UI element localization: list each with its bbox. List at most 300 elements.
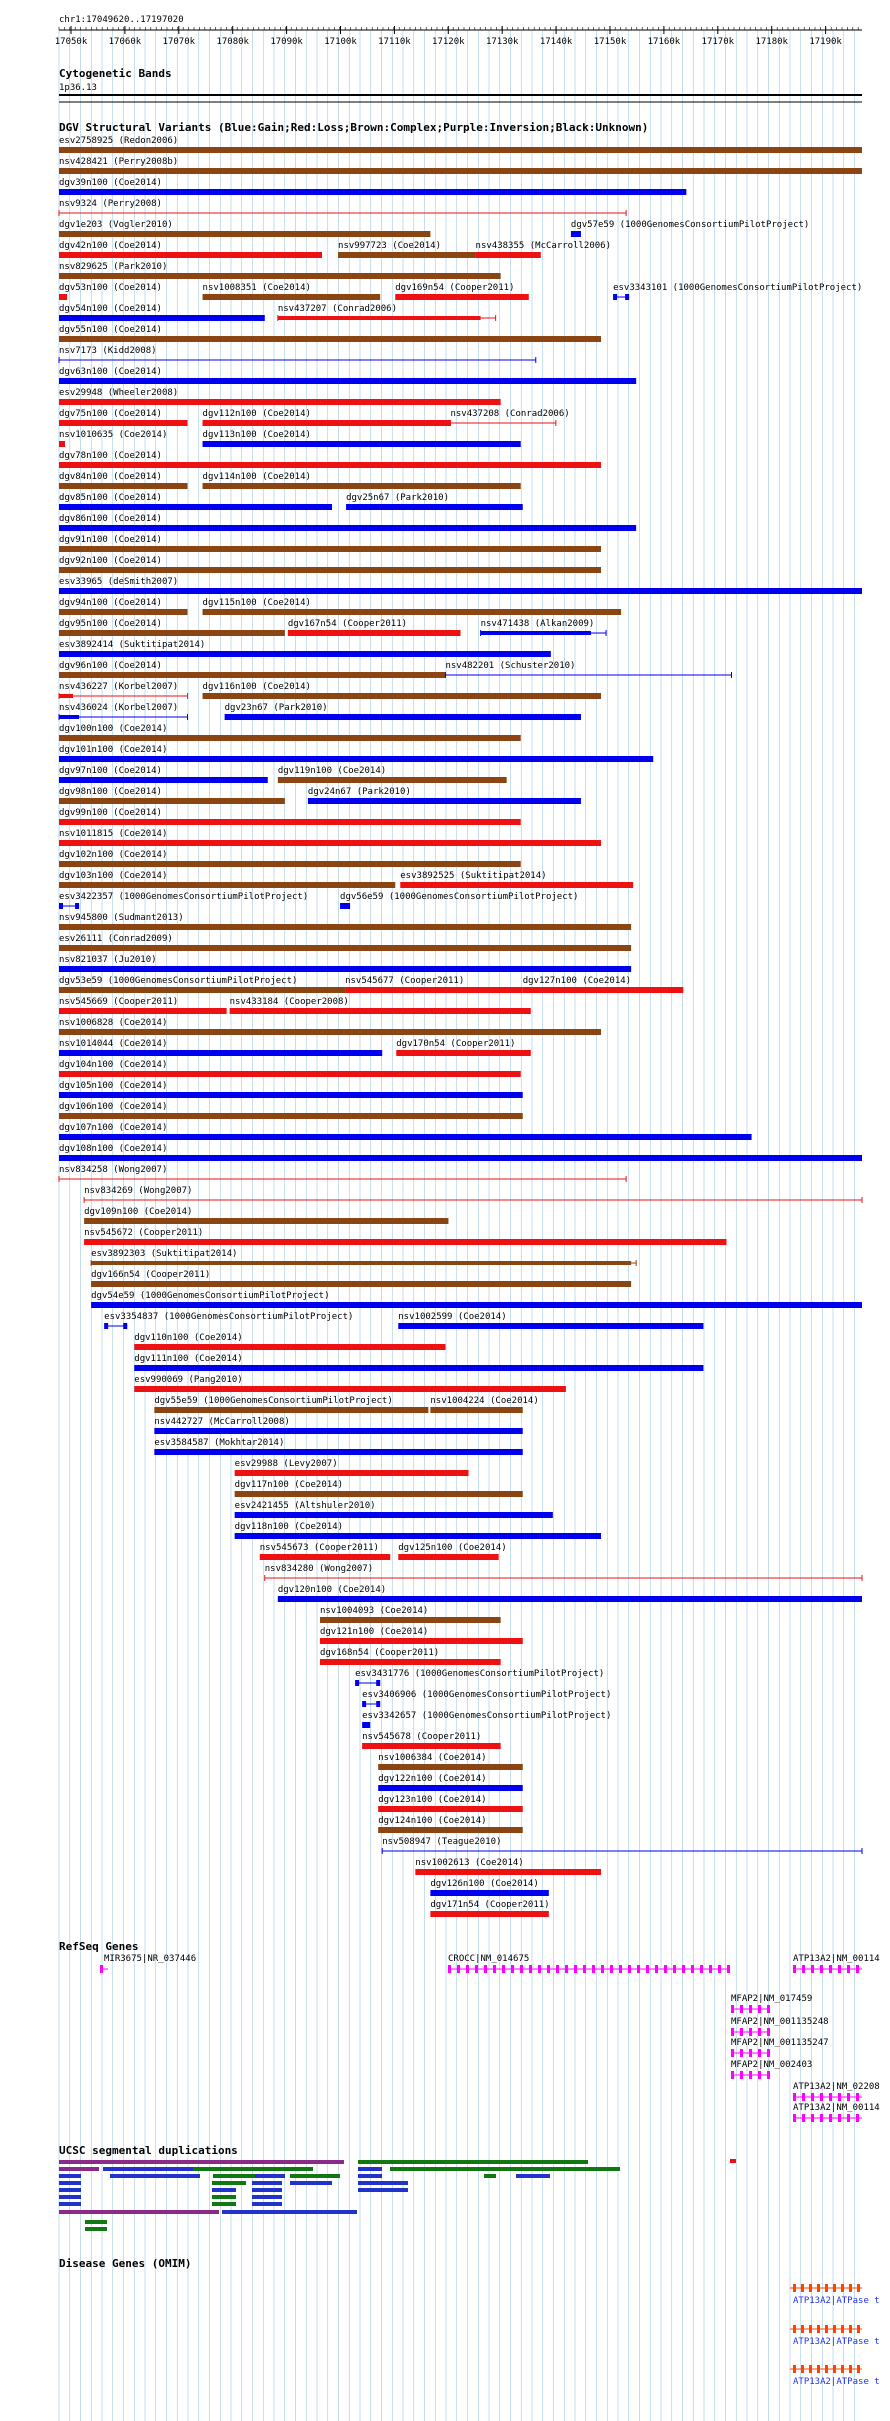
omim-exon[interactable] [817, 2284, 820, 2292]
sv-feature-bar[interactable] [346, 504, 523, 510]
sv-feature-bar[interactable] [59, 252, 322, 258]
gene-exon[interactable] [682, 1965, 685, 1973]
sv-feature-bar[interactable] [59, 1155, 862, 1161]
sv-label: dgv84n100 (Coe2014) [59, 472, 162, 482]
sv-feature-bar[interactable] [59, 147, 862, 153]
sv-feature-block[interactable] [75, 903, 79, 909]
sv-feature-bar[interactable] [430, 1890, 548, 1896]
gene-exon[interactable] [691, 1965, 694, 1973]
gene-exon[interactable] [511, 1965, 514, 1973]
omim-label[interactable]: ATP13A2|ATPase t [793, 2337, 880, 2347]
gene-exon[interactable] [610, 1965, 613, 1973]
sv-feature-bar[interactable] [400, 882, 633, 888]
sv-feature-bar[interactable] [154, 1428, 522, 1434]
sv-feature-bar[interactable] [59, 840, 601, 846]
gene-exon[interactable] [856, 2093, 859, 2101]
sv-feature-bar[interactable] [59, 294, 67, 300]
omim-track [59, 2257, 880, 2387]
sv-feature-segment[interactable] [278, 316, 481, 320]
sv-label: dgv127n100 (Coe2014) [522, 976, 632, 986]
segdup-block[interactable] [212, 2202, 236, 2206]
sv-feature-bar[interactable] [59, 399, 501, 405]
sv-feature-bar[interactable] [59, 588, 862, 594]
sv-feature-bar[interactable] [134, 1365, 703, 1371]
sv-feature-bar[interactable] [59, 504, 332, 510]
gene-exon[interactable] [731, 2005, 734, 2013]
sv-feature-bar[interactable] [203, 483, 521, 489]
gene-exon[interactable] [740, 2049, 743, 2057]
sv-label: nsv1006384 (Coe2014) [378, 1753, 487, 1763]
omim-label[interactable]: ATP13A2|ATPase t [793, 2377, 880, 2387]
segdup-title: UCSC segmental duplications [59, 2144, 238, 2157]
sv-feature-bar[interactable] [59, 315, 265, 321]
sv-feature-bar[interactable] [59, 966, 631, 972]
sv-feature-block[interactable] [625, 294, 629, 300]
sv-feature-bar[interactable] [225, 714, 581, 720]
sv-label: nsv7173 (Kidd2008) [59, 346, 157, 356]
gene-exon[interactable] [838, 2093, 841, 2101]
omim-exon[interactable] [857, 2325, 860, 2333]
segdup-track [59, 2144, 736, 2231]
gene-exon[interactable] [655, 1965, 658, 1973]
gene-exon[interactable] [793, 2114, 796, 2122]
sv-feature-bar[interactable] [59, 1134, 752, 1140]
sv-feature-bar[interactable] [59, 735, 521, 741]
sv-feature-bar[interactable] [230, 1008, 531, 1014]
gene-label: CROCC|NM_014675 [448, 1954, 530, 1964]
sv-feature-bar[interactable] [278, 777, 507, 783]
sv-feature-bar[interactable] [278, 1596, 862, 1602]
sv-feature-bar[interactable] [320, 1617, 501, 1623]
sv-feature-bar[interactable] [378, 1806, 523, 1812]
gene-exon[interactable] [758, 2028, 761, 2036]
sv-feature-bar[interactable] [154, 1449, 522, 1455]
gene-exon[interactable] [731, 2028, 734, 2036]
gene-exon[interactable] [749, 2005, 752, 2013]
gene-exon[interactable] [484, 1965, 487, 1973]
sv-label: dgv63n100 (Coe2014) [59, 367, 162, 377]
gene-exon[interactable] [749, 2028, 752, 2036]
sv-feature-bar[interactable] [59, 609, 187, 615]
sv-feature-bar[interactable] [59, 525, 636, 531]
segdup-block[interactable] [85, 2227, 107, 2231]
sv-feature-bar[interactable] [59, 483, 187, 489]
segdup-block[interactable] [358, 2181, 408, 2185]
sv-feature-bar[interactable] [134, 1386, 566, 1392]
sv-feature-bar[interactable] [84, 1218, 448, 1224]
sv-feature-segment[interactable] [481, 631, 591, 635]
segdup-block[interactable] [59, 2195, 81, 2199]
gene-exon[interactable] [583, 1965, 586, 1973]
sv-feature-block[interactable] [59, 903, 63, 909]
gene-exon[interactable] [829, 2114, 832, 2122]
gene-exon[interactable] [592, 1965, 595, 1973]
sv-feature-bar[interactable] [91, 1302, 862, 1308]
dgv-track [59, 121, 862, 1917]
omim-exon[interactable] [841, 2325, 844, 2333]
sv-feature-bar[interactable] [260, 1554, 390, 1560]
segdup-block[interactable] [110, 2174, 200, 2178]
gene-exon[interactable] [466, 1965, 469, 1973]
segdup-block[interactable] [290, 2181, 332, 2185]
segdup-block[interactable] [59, 2210, 219, 2214]
gene-exon[interactable] [565, 1965, 568, 1973]
sv-feature-bar[interactable] [203, 609, 622, 615]
gene-exon[interactable] [767, 2005, 770, 2013]
sv-feature-bar[interactable] [378, 1785, 523, 1791]
gene-exon[interactable] [740, 2071, 743, 2079]
omim-exon[interactable] [801, 2284, 804, 2292]
sv-feature-bar[interactable] [59, 462, 601, 468]
sv-feature-bar[interactable] [362, 1743, 501, 1749]
gene-exon[interactable] [475, 1965, 478, 1973]
gene-exon[interactable] [820, 1965, 823, 1973]
sv-feature-bar[interactable] [571, 231, 581, 237]
gene-exon[interactable] [619, 1965, 622, 1973]
segdup-block[interactable] [59, 2188, 81, 2192]
segdup-block[interactable] [193, 2167, 313, 2171]
gene-exon[interactable] [820, 2093, 823, 2101]
gene-exon[interactable] [637, 1965, 640, 1973]
gene-exon[interactable] [838, 2114, 841, 2122]
segdup-block[interactable] [252, 2181, 282, 2185]
sv-label: dgv167n54 (Cooper2011) [287, 619, 408, 629]
gene-exon[interactable] [520, 1965, 523, 1973]
sv-label: dgv170n54 (Cooper2011) [396, 1039, 516, 1049]
segdup-block[interactable] [358, 2167, 382, 2171]
sv-label: dgv107n100 (Coe2014) [59, 1123, 168, 1133]
sv-feature-bar[interactable] [59, 1050, 382, 1056]
omim-exon[interactable] [841, 2365, 844, 2373]
sv-feature-block[interactable] [376, 1701, 380, 1707]
sv-feature-block[interactable] [376, 1680, 380, 1686]
gene-exon[interactable] [448, 1965, 451, 1973]
gene-exon[interactable] [829, 1965, 832, 1973]
segdup-block[interactable] [59, 2174, 81, 2178]
sv-feature-bar[interactable] [59, 567, 601, 573]
ruler-tick-label: 17060k [108, 37, 142, 47]
sv-feature-bar[interactable] [59, 336, 601, 342]
segdup-block[interactable] [59, 2202, 81, 2206]
omim-exon[interactable] [793, 2365, 796, 2373]
sv-feature-bar[interactable] [288, 630, 461, 636]
sv-label: dgv124n100 (Coe2014) [378, 1816, 487, 1826]
gene-exon[interactable] [838, 1965, 841, 1973]
gene-exon[interactable] [100, 1965, 103, 1973]
gene-exon[interactable] [574, 1965, 577, 1973]
gene-exon[interactable] [628, 1965, 631, 1973]
segdup-block[interactable] [212, 2195, 236, 2199]
gene-exon[interactable] [749, 2049, 752, 2057]
gene-exon[interactable] [673, 1965, 676, 1973]
omim-exon[interactable] [817, 2365, 820, 2373]
sv-label: esv3422357 (1000GenomesConsortiumPilotProject) [59, 892, 309, 902]
segdup-block[interactable] [59, 2167, 99, 2171]
sv-label: dgv169n54 (Cooper2011) [395, 283, 515, 293]
sv-label: dgv97n100 (Coe2014) [59, 766, 162, 776]
sv-label: nsv834258 (Wong2007) [59, 1165, 168, 1175]
sv-label: nsv433184 (Cooper2008) [229, 997, 349, 1007]
segdup-block[interactable] [290, 2174, 340, 2178]
gene-exon[interactable] [793, 2093, 796, 2101]
cytoband-bar[interactable] [59, 94, 862, 96]
sv-feature-segment[interactable] [59, 694, 73, 698]
cytoband-label: 1p36.13 [59, 83, 97, 93]
omim-exon[interactable] [841, 2284, 844, 2292]
sv-feature-block[interactable] [613, 294, 617, 300]
sv-feature-bar[interactable] [91, 1281, 631, 1287]
gene-exon[interactable] [802, 2114, 805, 2122]
sv-feature-bar[interactable] [59, 1113, 523, 1119]
ruler-tick-label: 17110k [378, 37, 411, 47]
gene-exon[interactable] [856, 2114, 859, 2122]
omim-exon[interactable] [825, 2365, 828, 2373]
omim-exon[interactable] [801, 2365, 804, 2373]
omim-exon[interactable] [825, 2284, 828, 2292]
segdup-block[interactable] [358, 2160, 588, 2164]
sv-feature-bar[interactable] [338, 252, 476, 258]
sv-feature-bar[interactable] [345, 987, 523, 993]
sv-feature-bar[interactable] [59, 798, 285, 804]
sv-label: dgv23n67 (Park2010) [224, 703, 328, 713]
sv-feature-bar[interactable] [59, 630, 285, 636]
sv-feature-bar[interactable] [59, 441, 65, 447]
sv-label: nsv437207 (Conrad2006) [277, 304, 398, 314]
gene-exon[interactable] [811, 2114, 814, 2122]
gene-exon[interactable] [793, 1965, 796, 1973]
sv-feature-bar[interactable] [59, 651, 551, 657]
sv-label: dgv122n100 (Coe2014) [378, 1774, 487, 1784]
gene-exon[interactable] [802, 1965, 805, 1973]
gene-exon[interactable] [758, 2071, 761, 2079]
segdup-block[interactable] [59, 2181, 81, 2185]
segdup-block[interactable] [212, 2188, 236, 2192]
omim-exon[interactable] [809, 2284, 812, 2292]
sv-feature-bar[interactable] [362, 1722, 370, 1728]
sv-feature-bar[interactable] [59, 882, 395, 888]
omim-exon[interactable] [793, 2284, 796, 2292]
gene-exon[interactable] [767, 2071, 770, 2079]
sv-feature-bar[interactable] [59, 378, 636, 384]
sv-feature-bar[interactable] [415, 1869, 601, 1875]
omim-exon[interactable] [849, 2365, 852, 2373]
sv-feature-bar[interactable] [430, 1407, 522, 1413]
omim-exon[interactable] [809, 2325, 812, 2333]
sv-feature-bar[interactable] [203, 294, 381, 300]
sv-feature-bar[interactable] [59, 1071, 521, 1077]
sv-feature-bar[interactable] [523, 987, 684, 993]
sv-feature-bar[interactable] [203, 441, 521, 447]
ruler-tick-label: 17100k [324, 37, 357, 47]
sv-feature-bar[interactable] [235, 1470, 469, 1476]
gene-exon[interactable] [749, 2071, 752, 2079]
gene-exon[interactable] [718, 1965, 721, 1973]
sv-label: esv3343101 (1000GenomesConsortiumPilotProject) [613, 283, 863, 293]
sv-feature-bar[interactable] [398, 1554, 498, 1560]
sv-feature-bar[interactable] [235, 1491, 523, 1497]
gene-exon[interactable] [727, 1965, 730, 1973]
sv-feature-block[interactable] [104, 1323, 108, 1329]
sv-feature-bar[interactable] [59, 924, 631, 930]
omim-exon[interactable] [793, 2325, 796, 2333]
gene-exon[interactable] [767, 2049, 770, 2057]
sv-feature-bar[interactable] [59, 231, 430, 237]
gene-exon[interactable] [731, 2049, 734, 2057]
gene-exon[interactable] [820, 2114, 823, 2122]
omim-label[interactable]: ATP13A2|ATPase t [793, 2296, 880, 2306]
gene-exon[interactable] [740, 2028, 743, 2036]
segdup-block[interactable] [59, 2160, 344, 2164]
gene-exon[interactable] [829, 2093, 832, 2101]
sv-feature-bar[interactable] [203, 420, 451, 426]
sv-label: dgv98n100 (Coe2014) [59, 787, 162, 797]
sv-feature-bar[interactable] [59, 861, 521, 867]
sv-feature-bar[interactable] [308, 798, 581, 804]
sv-label: dgv126n100 (Coe2014) [430, 1879, 539, 1889]
sv-feature-block[interactable] [362, 1701, 366, 1707]
gene-exon[interactable] [758, 2005, 761, 2013]
segdup-block[interactable] [222, 2210, 357, 2214]
omim-exon[interactable] [857, 2284, 860, 2292]
gene-exon[interactable] [740, 2005, 743, 2013]
segdup-block[interactable] [358, 2188, 408, 2192]
segdup-block[interactable] [358, 2174, 382, 2178]
sv-label: dgv102n100 (Coe2014) [59, 850, 168, 860]
sv-feature-bar[interactable] [235, 1512, 553, 1518]
gene-exon[interactable] [856, 1965, 859, 1973]
gene-exon[interactable] [709, 1965, 712, 1973]
segdup-features [59, 2159, 736, 2231]
segdup-block[interactable] [484, 2174, 496, 2178]
sv-feature-bar[interactable] [340, 903, 350, 909]
sv-feature-bar[interactable] [430, 1911, 548, 1917]
gene-exon[interactable] [811, 2093, 814, 2101]
gene-exon[interactable] [700, 1965, 703, 1973]
segdup-block[interactable] [212, 2181, 246, 2185]
sv-feature-block[interactable] [355, 1680, 359, 1686]
gene-exon[interactable] [493, 1965, 496, 1973]
sv-feature-bar[interactable] [84, 1239, 726, 1245]
segdup-block[interactable] [516, 2174, 550, 2178]
omim-exon[interactable] [849, 2284, 852, 2292]
sv-feature-bar[interactable] [59, 168, 862, 174]
segdup-block[interactable] [252, 2202, 282, 2206]
gene-exon[interactable] [767, 2028, 770, 2036]
omim-exon[interactable] [833, 2365, 836, 2373]
omim-exon[interactable] [825, 2325, 828, 2333]
sv-label: nsv1011815 (Coe2014) [59, 829, 168, 839]
sv-feature-block[interactable] [123, 1323, 127, 1329]
sv-feature-bar[interactable] [398, 1323, 703, 1329]
sv-label: dgv104n100 (Coe2014) [59, 1060, 168, 1070]
sv-label: nsv545673 (Cooper2011) [259, 1543, 379, 1553]
gene-exon[interactable] [538, 1965, 541, 1973]
sv-feature-bar[interactable] [154, 1407, 428, 1413]
gene-exon[interactable] [547, 1965, 550, 1973]
sv-feature-bar[interactable] [235, 1533, 601, 1539]
gene-exon[interactable] [556, 1965, 559, 1973]
sv-feature-segment[interactable] [59, 715, 79, 719]
sv-label: dgv86n100 (Coe2014) [59, 514, 162, 524]
sv-feature-bar[interactable] [59, 777, 268, 783]
gene-exon[interactable] [646, 1965, 649, 1973]
sv-label: nsv438355 (McCarroll2006) [475, 241, 612, 251]
sv-feature-bar[interactable] [59, 945, 631, 951]
sv-feature-bar[interactable] [59, 189, 686, 195]
sv-feature-bar[interactable] [59, 1008, 227, 1014]
sv-feature-bar[interactable] [396, 1050, 531, 1056]
sv-label: dgv57e59 (1000GenomesConsortiumPilotProject) [570, 220, 810, 230]
sv-feature-bar[interactable] [320, 1638, 523, 1644]
omim-exon[interactable] [809, 2365, 812, 2373]
sv-feature-bar[interactable] [59, 819, 521, 825]
sv-feature-bar[interactable] [59, 672, 445, 678]
gene-exon[interactable] [847, 2114, 850, 2122]
segdup-block[interactable] [252, 2188, 282, 2192]
omim-exon[interactable] [833, 2325, 836, 2333]
ruler-tick-label: 17070k [162, 37, 196, 47]
segdup-block[interactable] [730, 2159, 736, 2163]
sv-feature-bar[interactable] [59, 987, 345, 993]
sv-label: dgv53n100 (Coe2014) [59, 283, 162, 293]
gene-exon[interactable] [664, 1965, 667, 1973]
sv-feature-bar[interactable] [59, 756, 653, 762]
segdup-block[interactable] [252, 2195, 282, 2199]
sv-feature-bar[interactable] [134, 1344, 445, 1350]
omim-exon[interactable] [817, 2325, 820, 2333]
sv-feature-segment[interactable] [91, 1261, 631, 1265]
sv-feature-bar[interactable] [378, 1764, 523, 1770]
sv-label: dgv96n100 (Coe2014) [59, 661, 162, 671]
gene-exon[interactable] [811, 1965, 814, 1973]
sv-label: nsv1014044 (Coe2014) [59, 1039, 168, 1049]
omim-exon[interactable] [849, 2325, 852, 2333]
segdup-block[interactable] [85, 2220, 107, 2224]
sv-feature-bar[interactable] [320, 1659, 501, 1665]
gene-exon[interactable] [758, 2049, 761, 2057]
sv-label: esv26111 (Conrad2009) [59, 934, 173, 944]
sv-label: nsv545672 (Cooper2011) [84, 1228, 204, 1238]
segdup-block[interactable] [255, 2174, 285, 2178]
gene-exon[interactable] [847, 1965, 850, 1973]
gene-exon[interactable] [731, 2071, 734, 2079]
sv-feature-bar[interactable] [59, 420, 187, 426]
sv-feature-bar[interactable] [59, 546, 601, 552]
sv-feature-bar[interactable] [203, 693, 601, 699]
cytoband-track [59, 67, 862, 102]
segdup-block[interactable] [103, 2167, 193, 2171]
sv-feature-bar[interactable] [59, 1029, 601, 1035]
segdup-block[interactable] [390, 2167, 620, 2171]
omim-exon[interactable] [801, 2325, 804, 2333]
gene-exon[interactable] [502, 1965, 505, 1973]
sv-feature-bar[interactable] [59, 1092, 523, 1098]
sv-feature-bar[interactable] [476, 252, 541, 258]
gene-exon[interactable] [529, 1965, 532, 1973]
sv-feature-bar[interactable] [395, 294, 528, 300]
sv-label: nsv1008351 (Coe2014) [202, 283, 311, 293]
omim-exon[interactable] [857, 2365, 860, 2373]
gene-exon[interactable] [847, 2093, 850, 2101]
omim-exon[interactable] [833, 2284, 836, 2292]
sv-label: dgv54e59 (1000GenomesConsortiumPilotProject) [91, 1291, 330, 1301]
sv-feature-bar[interactable] [59, 273, 501, 279]
gene-exon[interactable] [802, 2093, 805, 2101]
gene-exon[interactable] [457, 1965, 460, 1973]
ruler-tick-label: 17090k [270, 37, 303, 47]
gene-exon[interactable] [601, 1965, 604, 1973]
sv-feature-bar[interactable] [378, 1827, 523, 1833]
